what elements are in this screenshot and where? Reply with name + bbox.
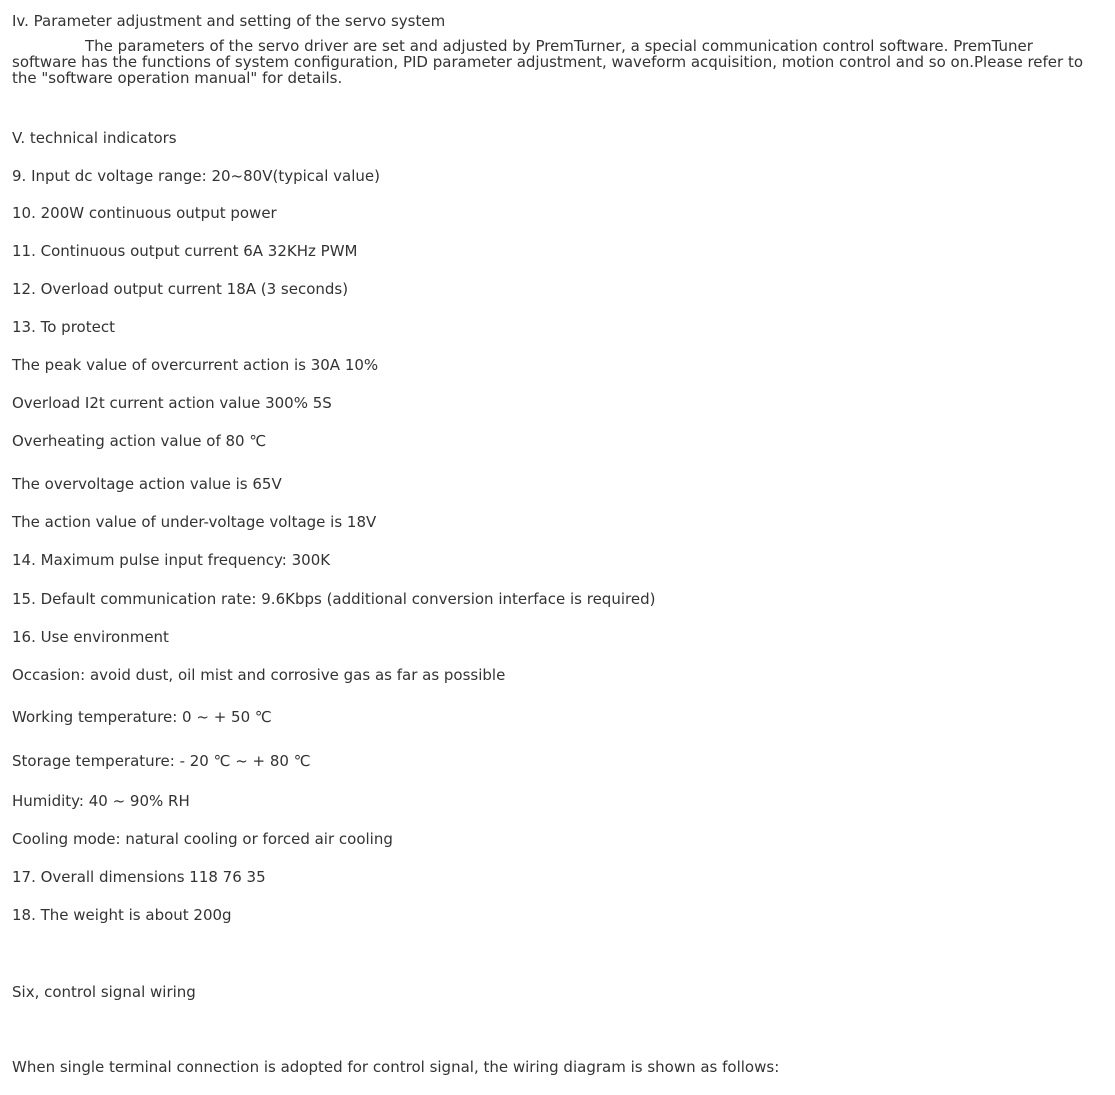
spec-item-output-power: 10. 200W continuous output power bbox=[12, 204, 277, 222]
section-iv-paragraph-text: The parameters of the servo driver are set and adjusted by PremTurner, a special communication control software. PremTuner software has the functions of system configuration, PID parameter adjustment, waveform acquisition, motion control and so on.Please refer to the "software operation manual" for details. bbox=[12, 37, 1084, 87]
spec-item-overvoltage: The overvoltage action value is 65V bbox=[12, 475, 282, 493]
spec-item-undervoltage: The action value of under-voltage voltage is 18V bbox=[12, 513, 377, 531]
section-iv-paragraph bbox=[12, 38, 1092, 86]
section-v-heading: V. technical indicators bbox=[12, 129, 177, 147]
spec-item-overall-dimensions: 17. Overall dimensions 118 76 35 bbox=[12, 868, 266, 886]
section-iv-heading: Iv. Parameter adjustment and setting of the servo system bbox=[12, 12, 446, 30]
spec-item-pulse-frequency: 14. Maximum pulse input frequency: 300K bbox=[12, 551, 331, 569]
spec-item-cooling-mode: Cooling mode: natural cooling or forced air cooling bbox=[12, 830, 393, 848]
section-vi-paragraph: When single terminal connection is adopted for control signal, the wiring diagram is shown as follows: bbox=[12, 1058, 780, 1076]
spec-item-weight: 18. The weight is about 200g bbox=[12, 906, 232, 924]
spec-item-continuous-current: 11. Continuous output current 6A 32KHz PWM bbox=[12, 242, 358, 260]
spec-item-protection: 13. To protect bbox=[12, 318, 115, 336]
spec-item-communication-rate: 15. Default communication rate: 9.6Kbps (additional conversion interface is required) bbox=[12, 590, 656, 608]
spec-item-humidity: Humidity: 40 ~ 90% RH bbox=[12, 792, 190, 810]
section-vi-heading: Six, control signal wiring bbox=[12, 983, 196, 1001]
spec-item-overload-current: 12. Overload output current 18A (3 seconds) bbox=[12, 280, 349, 298]
spec-item-use-environment: 16. Use environment bbox=[12, 628, 169, 646]
spec-item-storage-temperature: Storage temperature: - 20 ℃ ~ + 80 ℃ bbox=[12, 752, 311, 770]
spec-item-occasion: Occasion: avoid dust, oil mist and corrosive gas as far as possible bbox=[12, 666, 506, 684]
spec-item-overcurrent-peak: The peak value of overcurrent action is 30A 10% bbox=[12, 356, 379, 374]
spec-item-input-voltage: 9. Input dc voltage range: 20~80V(typical value) bbox=[12, 167, 380, 185]
spec-item-i2t-overload: Overload I2t current action value 300% 5S bbox=[12, 394, 332, 412]
spec-item-working-temperature: Working temperature: 0 ~ + 50 ℃ bbox=[12, 708, 272, 726]
spec-item-overheating: Overheating action value of 80 ℃ bbox=[12, 432, 267, 450]
